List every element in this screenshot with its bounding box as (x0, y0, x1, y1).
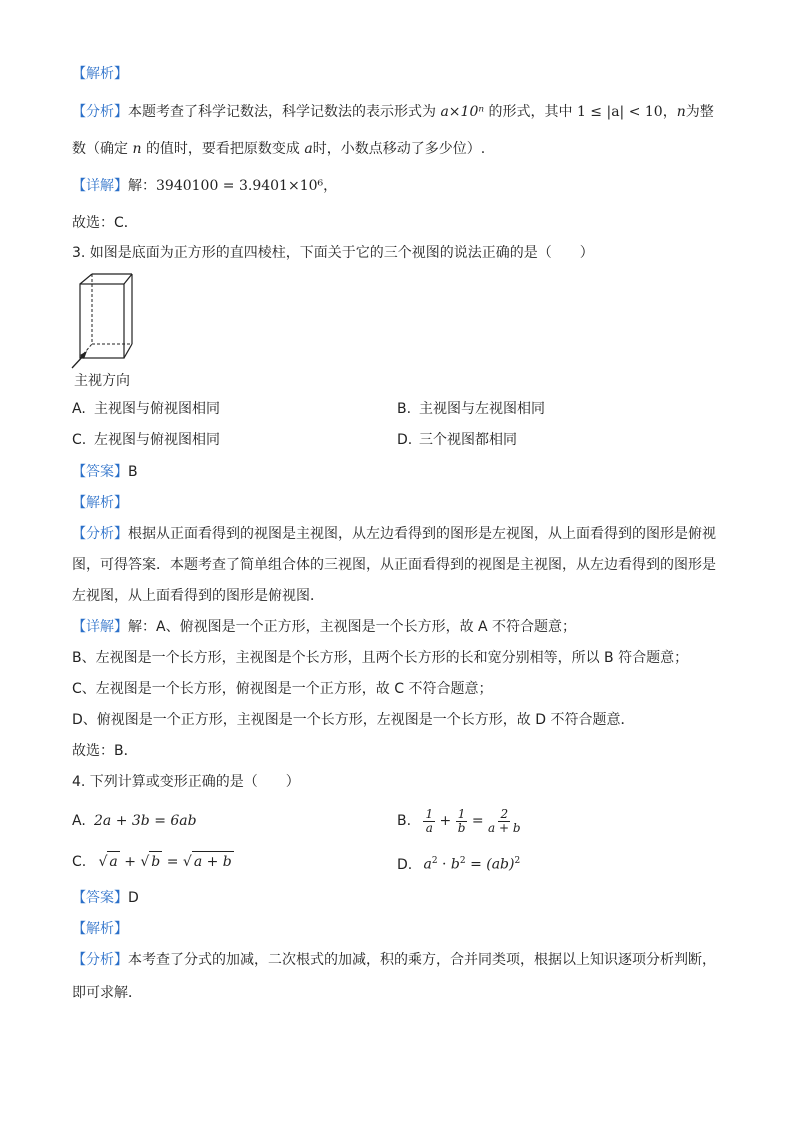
q3-option-a (72, 399, 220, 419)
q2-fenxi-line2-n: n (132, 141, 142, 157)
q3-xiangjie-line1 (72, 617, 576, 637)
option-label: B. (397, 813, 412, 829)
q3-fenxi-line1 (72, 524, 716, 544)
q2-xiangjie (72, 176, 337, 196)
plus-sign: + (439, 813, 452, 829)
q4-option-a (72, 811, 197, 831)
prism-edge (124, 274, 132, 284)
option-text: 主视图与俯视图相同 (94, 401, 220, 417)
q2-choose: 故选：C． (72, 215, 138, 231)
q2-xiangjie-text: 解： (128, 178, 156, 194)
q2-fenxi-ineq: 1 ≤ |a| < 10 (576, 104, 663, 120)
q3-fenxi-tag: 【分析】 (72, 526, 128, 542)
equals-sign: = (166, 854, 179, 870)
q3-xiangjie-line3: C、左视图是一个长方形，俯视图是一个正方形，故 C 不符合题意； (72, 681, 493, 697)
option-label: A. (72, 813, 86, 829)
fraction-1-over-a: $\frac{1}{a}$ (425, 806, 434, 835)
q2-fenxi-line2-a: 数（确定 (72, 141, 128, 157)
q3-xiangjie-line2: B、左视图是一个长方形，主视图是个长方形，且两个长方形的长和宽分别相等，所以 B 符合题意； (72, 650, 689, 666)
option-label: B. (397, 401, 412, 417)
q2-fenxi-text-b: 的形式，其中 (488, 104, 573, 120)
q2-fenxi-line1 (72, 102, 714, 122)
q2-xiangjie-formula: 3940100 = 3.9401×10⁶ (156, 178, 324, 194)
q4-option-c: C. √ a + √ b = √ a + b (72, 851, 234, 872)
q2-jiexi-tag: 【解析】 (72, 66, 128, 82)
fraction-1-over-b: $\frac{1}{b}$ (457, 806, 466, 835)
option-label: D. (397, 432, 413, 448)
q3-xiangjie-line4: D、俯视图是一个正方形，主视图是一个长方形，左视图是一个长方形，故 D 不符合题意． (72, 712, 635, 728)
q3-xiangjie-tag: 【详解】 (72, 619, 128, 635)
q3-option-b (397, 399, 545, 419)
q2-fenxi-text-d: 为整 (685, 104, 714, 120)
option-text: 左视图与俯视图相同 (94, 432, 220, 448)
option-formula: 2a + 3b = 6ab (94, 813, 197, 829)
prism-figure (68, 270, 138, 370)
q4-fenxi-tag: 【分析】 (72, 952, 128, 968)
q4-fenxi-line2: 即可求解． (72, 985, 142, 1001)
sqrt-a: a (107, 851, 119, 872)
q3-figure-caption: 主视方向 (74, 373, 130, 389)
sqrt-b: b (149, 851, 162, 872)
q3-answer-value: B (128, 464, 138, 480)
q4-option-d: D. $a^2 \cdot b^2 = (ab)^2$ (397, 856, 521, 873)
exponent-2: 2 (514, 856, 521, 866)
q2-fenxi-tag: 【分析】 (72, 104, 128, 120)
q2-xiangjie-end: ， (323, 178, 338, 194)
q3-answer-tag: 【答案】 (72, 464, 128, 480)
prism-edge (124, 344, 132, 358)
q2-fenxi-line2-b: 的值时，要看把原数变成 (145, 141, 300, 157)
q4-answer-value: D (128, 890, 139, 906)
q2-xiangjie-tag: 【详解】 (72, 178, 128, 194)
q3-option-c (72, 430, 220, 450)
q3-jiexi-tag: 【解析】 (72, 495, 128, 511)
prism-edge (80, 274, 92, 284)
q3-fenxi-line3: 左视图，从上面看得到的图形是俯视图． (72, 588, 324, 604)
plus-sign: + (124, 854, 136, 870)
q4-stem: 4. 下列计算或变形正确的是（ ） (72, 774, 300, 790)
q2-fenxi-line2-c: 时，小数点移动了多少位）. (312, 141, 486, 157)
q3-fenxi-line2: 图，可得答案．本题考查了简单组合体的三视图，从正面看得到的视图是主视图，从左边看得到的图形是 (72, 557, 716, 573)
equals-sign: = (471, 813, 484, 829)
q2-fenxi-line2 (72, 139, 485, 159)
prism-front-face (80, 284, 124, 358)
term-a: a (423, 856, 432, 873)
q4-fenxi-text: 本考查了分式的加减，二次根式的加减，积的乘方，合并同类项，根据以上知识逐项分析判断， (128, 952, 716, 968)
q4-answer-tag: 【答案】 (72, 890, 128, 906)
term-ab: (ab) (486, 856, 515, 873)
fraction-2-over-aplusb: $\frac{2}{a + b}$ (488, 806, 521, 835)
q2-fenxi-line2-a2: a (304, 141, 313, 157)
option-label: C. (72, 432, 87, 448)
equals-sign: = (470, 856, 482, 873)
q2-fenxi-n: n (676, 104, 686, 120)
q4-answer (72, 888, 139, 908)
q2-fenxi-text-c: ， (662, 104, 677, 120)
option-text: 主视图与左视图相同 (419, 401, 545, 417)
q4-jiexi-tag: 【解析】 (72, 921, 128, 937)
dot-operator: · (442, 856, 447, 873)
q3-option-d (397, 430, 517, 450)
q3-xiangjie-text: 解：A、俯视图是一个正方形，主视图是一个长方形，故 A 不符合题意； (128, 619, 577, 635)
q3-choose: 故选：B． (72, 743, 138, 759)
option-label: A. (72, 401, 86, 417)
q3-stem: 3. 如图是底面为正方形的直四棱柱，下面关于它的三个视图的说法正确的是（ ） (72, 245, 594, 261)
sqrt-aplusb: a + b (192, 851, 234, 872)
q2-fenxi-formula: a×10ⁿ (440, 104, 485, 120)
term-b: b (450, 856, 460, 873)
option-label: D. (397, 856, 413, 873)
q3-answer (72, 462, 138, 482)
q4-option-b (397, 804, 521, 838)
q3-fenxi-text: 根据从正面看得到的视图是主视图，从左边看得到的图形是左视图，从上面看得到的图形是俯视 (128, 526, 716, 542)
q2-fenxi-text-a: 本题考查了科学记数法，科学记数法的表示形式为 (128, 104, 436, 120)
option-label: C. (72, 854, 87, 870)
q4-fenxi-line1 (72, 950, 716, 970)
option-text: 三个视图都相同 (419, 432, 517, 448)
